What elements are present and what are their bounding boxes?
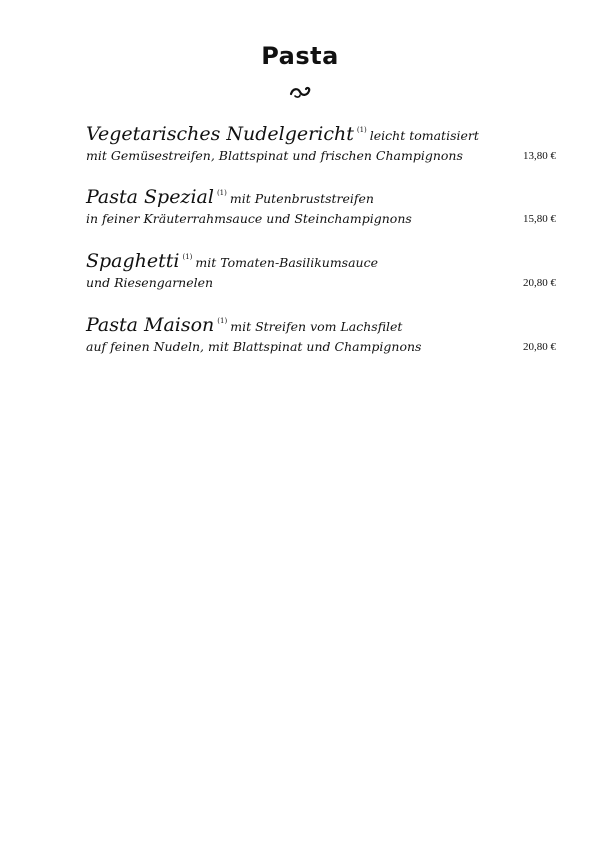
menu-item <box>86 119 556 165</box>
dish-description: mit Putenbruststreifen <box>229 191 374 206</box>
allergen-note: (1) <box>356 126 367 134</box>
dish-name: Pasta Spezial <box>86 186 214 208</box>
menu-item-heading <box>86 246 556 274</box>
dish-description-detail: auf feinen Nudeln, mit Blattspinat und Champignons <box>86 339 422 354</box>
dish-price: 15,80 € <box>523 213 556 225</box>
dish-description: mit Streifen vom Lachsfilet <box>230 319 403 334</box>
dish-name: Pasta Maison <box>86 314 215 336</box>
menu-item <box>86 246 556 292</box>
menu-item-detail <box>86 274 556 292</box>
menu-item-detail <box>86 147 556 165</box>
dish-price: 20,80 € <box>523 341 556 353</box>
dish-description-detail: und Riesengarnelen <box>86 275 214 290</box>
menu-item-heading <box>86 310 556 338</box>
dish-name: Vegetarisches Nudelgericht <box>86 123 354 145</box>
swirl-ornament-icon <box>289 85 313 99</box>
menu-item-heading <box>86 119 556 147</box>
dish-price: 13,80 € <box>523 150 556 162</box>
dish-name: Spaghetti <box>86 250 180 272</box>
allergen-note: (1) <box>216 189 227 197</box>
menu-item <box>86 310 556 356</box>
allergen-note: (1) <box>182 253 193 261</box>
dish-description: mit Tomaten-Basilikumsauce <box>195 255 379 270</box>
dish-description-detail: mit Gemüsestreifen, Blattspinat und frischen Champignons <box>86 148 463 163</box>
dish-description-detail: in feiner Kräuterrahmsauce und Steinchampignons <box>86 211 412 226</box>
menu-item-detail <box>86 210 556 228</box>
menu-item-detail <box>86 338 556 356</box>
dish-price: 20,80 € <box>523 277 556 289</box>
dish-description: leicht tomatisiert <box>369 128 479 143</box>
allergen-note: (1) <box>217 317 228 325</box>
page-title: Pasta <box>261 42 339 70</box>
menu-item-heading <box>86 182 556 210</box>
menu-item <box>86 182 556 228</box>
